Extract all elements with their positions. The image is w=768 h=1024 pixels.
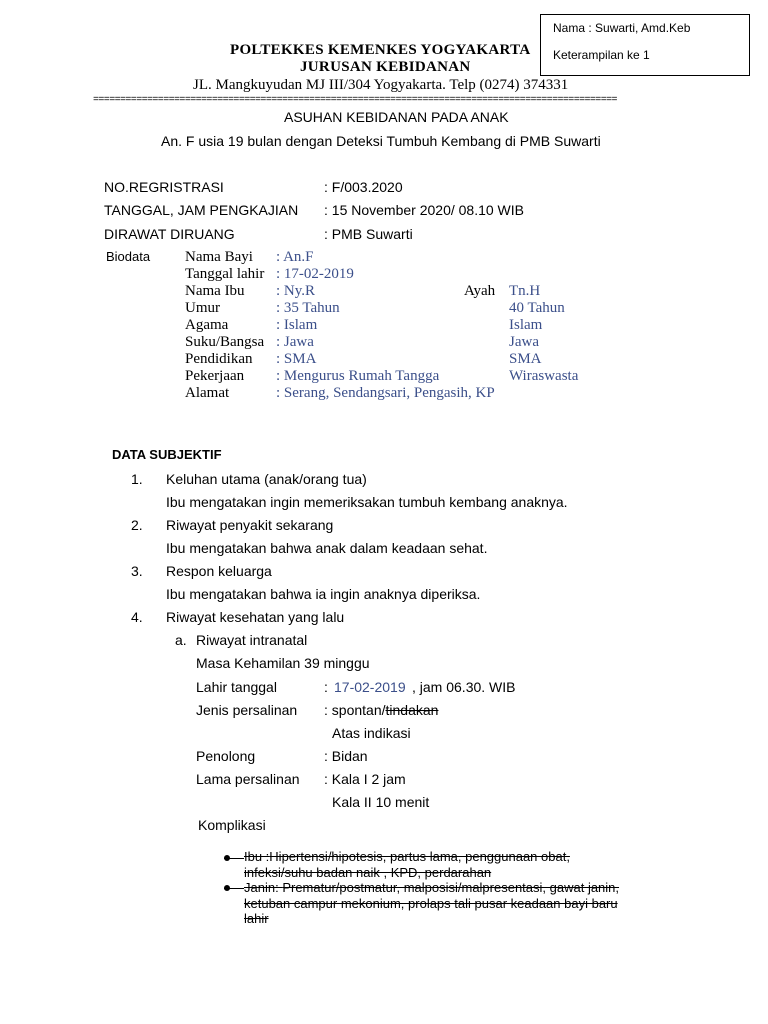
item-number: 1. (131, 471, 143, 487)
complication-line (244, 880, 619, 895)
item-detail: Ibu mengatakan bahwa anak dalam keadaan sehat. (166, 540, 488, 556)
biodata-label: Umur (185, 300, 220, 316)
biodata-label: Pekerjaan (185, 368, 245, 384)
document-subtitle: An. F usia 19 bulan dengan Deteksi Tumbuh Kembang di PMB Suwarti (161, 133, 601, 149)
bullet-line (224, 858, 244, 859)
admin-label-date: TANGGAL, JAM PENGKAJIAN (104, 202, 299, 218)
delivery-struck-text: tindakan (385, 702, 439, 718)
gestation-text: Masa Kehamilan 39 minggu (196, 655, 370, 671)
item-detail: Ibu mengatakan bahwa ia ingin anaknya diperiksa. (166, 586, 481, 602)
biodata-value: : Ny.R (276, 283, 316, 299)
biodata-value: : 35 Tahun (276, 300, 340, 316)
admin-label-registration: NO.REGRISTRASI (104, 179, 224, 195)
biodata-label: Suku/Bangsa (185, 334, 265, 350)
biodata-value: : SMA (276, 351, 317, 367)
complication-text: infeksi/suhu badan naik , KPD, perdarahan (244, 865, 492, 880)
biodata-value: : 17-02-2019 (276, 266, 354, 282)
delivery-label: Jenis persalinan (196, 702, 298, 718)
birth-label: Lahir tanggal (196, 679, 277, 695)
delivery-indication: Atas indikasi (332, 725, 411, 741)
biodata-value: : Jawa (276, 334, 314, 350)
complication-text: Prematur/postmatur, malposisi/malpresentasi, gawat janin, (282, 880, 620, 895)
biodata-label: Nama Ibu (185, 283, 245, 299)
biodata-value: : Islam (276, 317, 318, 333)
father-value: Tn.H (509, 283, 541, 299)
skill-line: Keterampilan ke 1 (553, 48, 650, 62)
complication-text: ketuban campur mekonium, prolaps tali pusar keadaan bayi baru (244, 896, 618, 911)
admin-value-room: : PMB Suwarti (324, 226, 413, 242)
item-title: Riwayat penyakit sekarang (166, 517, 334, 533)
item-detail: Ibu mengatakan ingin memeriksakan tumbuh kembang anaknya. (166, 494, 568, 510)
biodata-label: Nama Bayi (185, 249, 253, 265)
separator-rule: ================================================================================================= (93, 95, 617, 106)
item-title: Riwayat kesehatan yang lalu (166, 609, 345, 625)
biodata-value: : An.F (276, 249, 314, 265)
biodata-label: Tanggal lahir (185, 266, 265, 282)
father-value: Wiraswasta (509, 368, 579, 384)
document-title: ASUHAN KEBIDANAN PADA ANAK (284, 109, 509, 125)
helper-value: : Bidan (324, 748, 368, 764)
complication-text: Hipertensi/hipotesis, partus lama, penggunaan obat, (269, 849, 570, 864)
address-line: JL. Mangkuyudan MJ III/304 Yogyakarta. Telp (0274) 374331 (193, 77, 569, 93)
admin-value-registration: : F/003.2020 (324, 179, 403, 195)
helper-label: Penolong (196, 748, 256, 764)
father-value: Islam (509, 317, 543, 333)
name-box (540, 14, 750, 76)
birth-colon: : (324, 679, 328, 695)
duration-value: : Kala I 2 jam (324, 771, 406, 787)
item-number: 3. (131, 563, 143, 579)
biodata-label: Alamat (185, 385, 230, 401)
item-number: 4. (131, 609, 143, 625)
biodata-heading: Biodata (106, 249, 151, 264)
biodata-label: Agama (185, 317, 229, 333)
father-label: Ayah (464, 283, 496, 299)
birth-time: , jam 06.30. WIB (412, 679, 516, 695)
complications-label: Komplikasi (198, 817, 266, 833)
admin-value-date: : 15 November 2020/ 08.10 WIB (324, 202, 524, 218)
item-title: Keluhan utama (anak/orang tua) (166, 471, 367, 487)
subitem-letter: a. (175, 632, 187, 648)
item-number: 2. (131, 517, 143, 533)
admin-label-room: DIRAWAT DIRUANG (104, 226, 235, 242)
complication-text: lahir (244, 911, 269, 926)
intranatal-title: Riwayat intranatal (196, 632, 308, 648)
complication-lead: Ibu : (244, 849, 270, 864)
complication-lead: Janin: (244, 880, 283, 895)
delivery-value-text: : spontan/ (324, 702, 386, 718)
duration-label: Lama persalinan (196, 771, 300, 787)
biodata-value: : Mengurus Rumah Tangga (276, 368, 440, 384)
subjective-heading: DATA SUBJEKTIF (112, 447, 222, 462)
biodata-value: : Serang, Sendangsari, Pengasih, KP (276, 385, 495, 401)
item-title: Respon keluarga (166, 563, 272, 579)
duration-extra: Kala II 10 menit (332, 794, 430, 810)
birth-date: 17-02-2019 (334, 679, 406, 695)
name-line: Nama : Suwarti, Amd.Keb (553, 21, 691, 35)
father-value: SMA (509, 351, 542, 367)
biodata-label: Pendidikan (185, 351, 253, 367)
delivery-value (324, 702, 438, 718)
father-value: 40 Tahun (509, 300, 565, 316)
complication-line (244, 849, 570, 864)
father-value: Jawa (509, 334, 539, 350)
bullet-line (224, 888, 244, 889)
institution-name: POLTEKKES KEMENKES YOGYAKARTA (230, 42, 531, 58)
department-name: JURUSAN KEBIDANAN (300, 59, 471, 75)
